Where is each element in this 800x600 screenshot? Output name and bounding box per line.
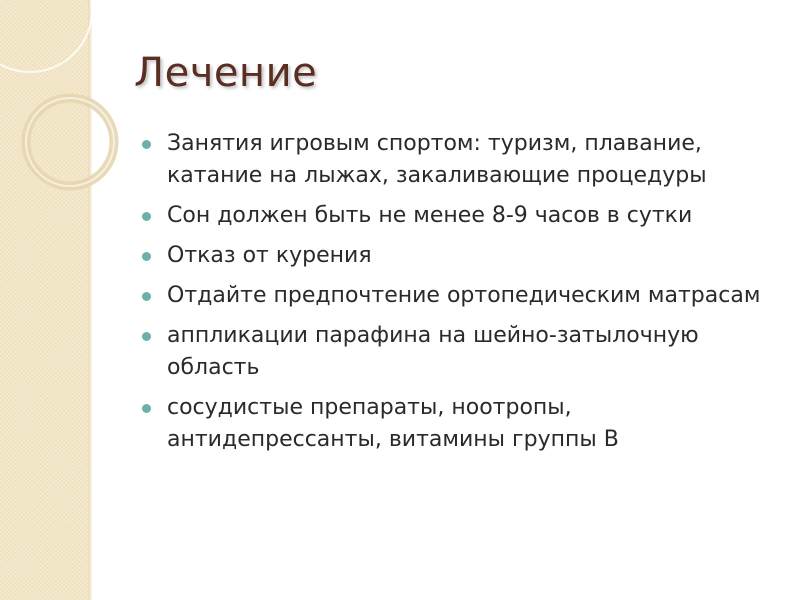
bullet-dot-icon (142, 292, 151, 301)
bullet-item (140, 128, 780, 192)
bullet-dot-icon (142, 140, 151, 149)
bullet-dot-icon (142, 252, 151, 261)
bullet-text: сосудистые препараты, ноотропы, антидепрессанты, витамины группы В (167, 395, 619, 452)
bullet-text: Отдайте предпочтение ортопедическим матрасам (167, 283, 761, 308)
bullet-dot-icon (142, 404, 151, 413)
bullet-dot-icon (142, 212, 151, 221)
bullet-text: Занятия игровым спортом: туризм, плавание, катание на лыжах, закаливающие процедуры (167, 131, 707, 188)
bullet-item (140, 200, 780, 232)
bullet-item (140, 240, 780, 272)
bullet-text: аппликации парафина на шейно-затылочную область (167, 323, 699, 380)
decorative-circles (0, 0, 120, 260)
bullet-item (140, 280, 780, 312)
bullet-text: Отказ от курения (167, 243, 372, 268)
bullet-item (140, 392, 780, 456)
bullet-text: Сон должен быть не менее 8-9 часов в сутки (167, 203, 693, 228)
slide-title: Лечение (134, 50, 318, 96)
bullet-list (140, 128, 780, 464)
bullet-item (140, 320, 780, 384)
bullet-dot-icon (142, 332, 151, 341)
